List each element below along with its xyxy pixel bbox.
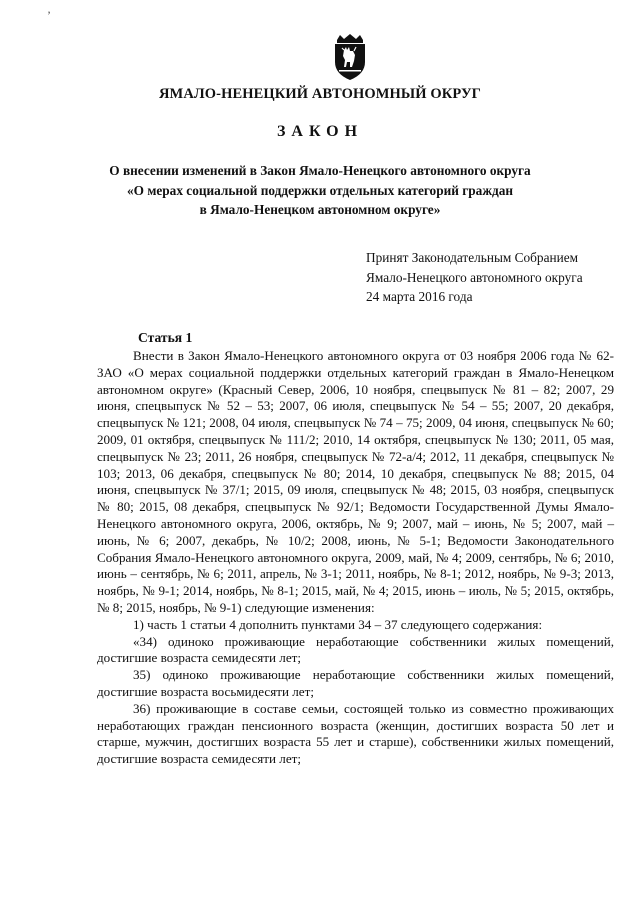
article-heading: Статья 1 [138, 330, 193, 345]
law-title-line: «О мерах социальной поддержки отдельных категорий граждан [127, 182, 513, 198]
law-title-line: О внесении изменений в Закон Ямало-Ненецкого автономного округа [109, 163, 531, 178]
scan-mark: ’ [47, 8, 51, 22]
adoption-line: Ямало-Ненецкого автономного округа [366, 269, 583, 285]
adoption-note [366, 248, 583, 307]
article-paragraph: 35) одиноко проживающие неработающие собственники жилых помещений, достигшие возраста восьмидесяти лет; [97, 667, 614, 699]
article-paragraph: 1) часть 1 статьи 4 дополнить пунктами 34 – 37 следующего содержания: [133, 616, 543, 632]
article-paragraph: Внести в Закон Ямало-Ненецкого автономного округа от 03 ноября 2006 года № 62-ЗАО «О мерах социальной поддержки отдельных категорий граждан в Ямало-Ненецком автономном округе» (Красный Север, 2006, 10 ноября, спецвыпуск № 81 – 82; 2007, 29 июня, спецвыпуск № 52 – 53; 2007, 06 июля, спецвыпуск № 54 – 55; 2007, 20 декабря, спецвыпуск № 121; 2008, 04 июля, спецвыпуск № 74 – 75; 2009, 04 июня, спецвыпуск № 60; 2009, 01 октября, спецвыпуск № 111/2; 2010, 14 октября, спецвыпуск № 130; 2011, 05 мая, спецвыпуск № 23; 2011, 26 ноября, спецвыпуск № 72-а/4; 2012, 11 декабря, спецвыпуск № 103; 2013, 06 декабря, спецвыпуск № 80; 2014, 10 декабря, спецвыпуск № 88; 2015, 04 июня, спецвыпуск № 37/1; 2015, 09 июля, спецвыпуск № 48; 2015, 03 ноября, спецвыпуск № 80; 2015, 08 декабря, спецвыпуск № 92/1; Ведомости Государственной Думы Ямало-Ненецкого автономного округа, 2006, октябрь, № 9; 2007, май – июнь, № 5; 2007, май – июнь, № 6; 2007, декабрь, № 10/2; 2008, июнь, № 5-1; Ведомости Законодательного Собрания Ямало-Ненецкого автономного округа, 2009, май, № 4; 2009, сентябрь, № 6; 2010, июнь – сентябрь, № 6; 2011, апрель, № 3-1; 2011, ноябрь, № 8-1; 2012, ноябрь, № 9-3; 2013, ноябрь, № 9-1; 2014, ноябрь, № 8-1; 2015, май, № 4; 2015, июнь – июль, № 5; 2015, октябрь, № 8; 2015, ноябрь, № 9-1) следующие изменения: [97, 348, 614, 615]
article-paragraph: 36) проживающие в составе семьи, состоящей только из совместно проживающих неработающих граждан пенсионного возраста (женщин, достигших возраста 50 лет и старше, мужчин, достигших возраста 55 лет и старше), собственники жилых помещений, достигшие возраста семидесяти лет; [97, 700, 614, 767]
law-title [0, 161, 640, 220]
law-title-line: в Ямало-Ненецком автономном округе» [199, 202, 441, 217]
adoption-date: 24 марта 2016 года [366, 289, 473, 305]
document-type: ЗАКОН [276, 123, 364, 140]
region-name: ЯМАЛО-НЕНЕЦКИЙ АВТОНОМНЫЙ ОКРУГ [158, 86, 482, 102]
coat-of-arms-icon [329, 34, 371, 82]
article-paragraph: «34) одиноко проживающие неработающие собственники жилых помещений, достигшие возраста семидесяти лет; [97, 633, 614, 666]
article-body [97, 348, 614, 768]
adoption-line: Принят Законодательным Собранием [366, 250, 579, 265]
